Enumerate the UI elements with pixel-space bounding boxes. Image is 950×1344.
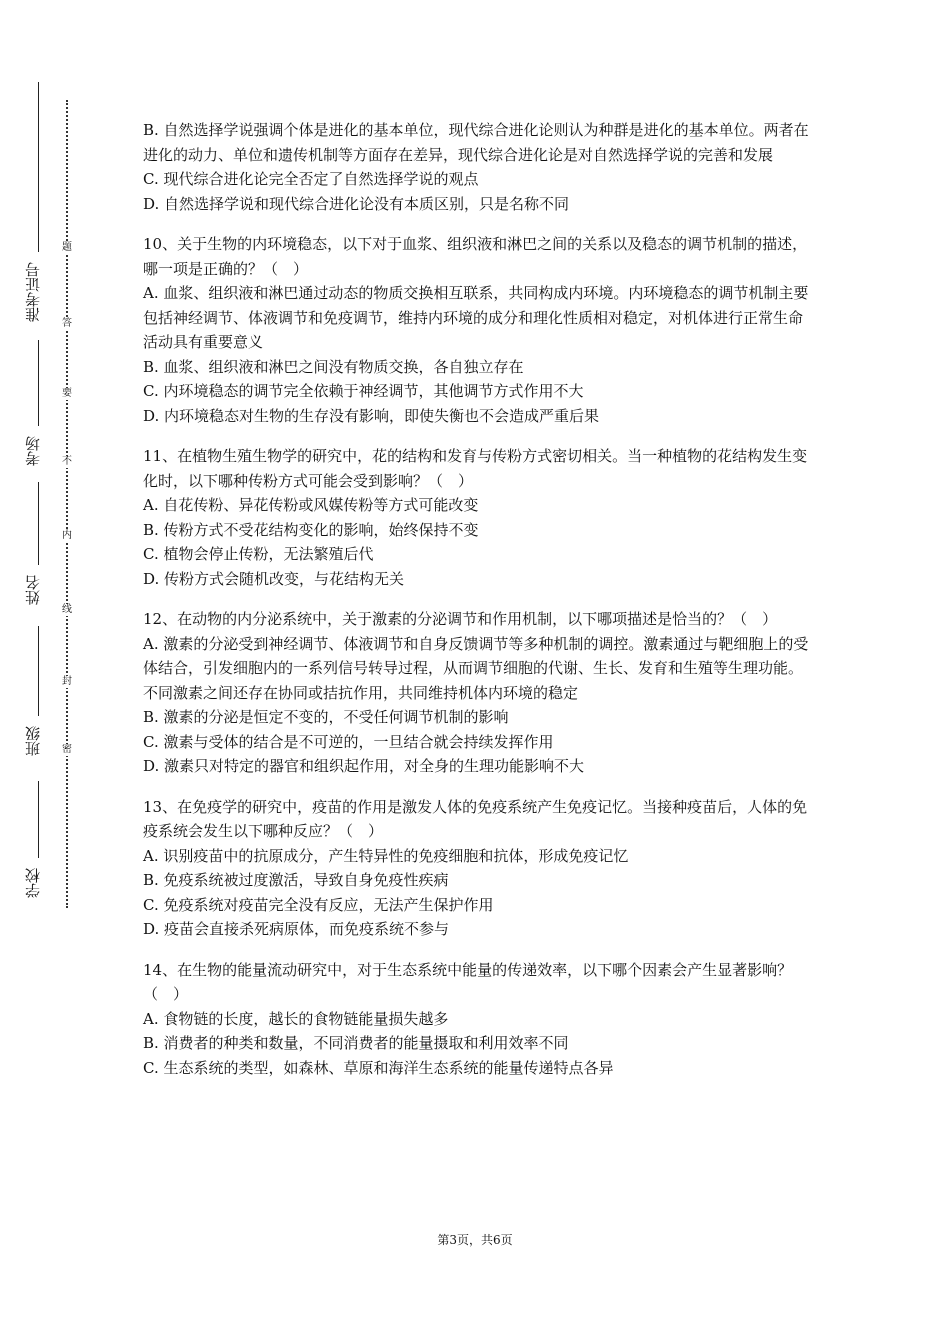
- field-name-line[interactable]: [38, 482, 39, 565]
- seal-char: 要: [62, 388, 72, 399]
- field-exam-room-label: 考场: [24, 436, 42, 466]
- question-11: [143, 444, 811, 591]
- option-c: C. 免疫系统对疫苗完全没有反应，无法产生保护作用: [143, 895, 494, 914]
- field-admission-no-label: 准考证号: [24, 262, 42, 322]
- option-b: B. 自然选择学说强调个体是进化的基本单位，现代综合进化论则认为种群是进化的基本单位。两者在进化的动力、单位和遗传机制等方面存在差异，现代综合进化论是对自然选择学说的完善和发展: [143, 121, 809, 164]
- question-13: [143, 795, 811, 942]
- question-stem: 13、在免疫学的研究中，疫苗的作用是激发人体的免疫系统产生免疫记忆。当接种疫苗后，人体的免疫系统会发生以下哪种反应？（ ）: [143, 797, 808, 840]
- question-9-continued: [143, 118, 811, 216]
- option-d: D. 疫苗会直接杀死病原体，而免疫系统不参与: [143, 920, 450, 938]
- option-a: A. 激素的分泌受到神经调节、体液调节和自身反馈调节等多种机制的调控。激素通过与靶细胞上的受体结合，引发细胞内的一系列信号转导过程，从而调节细胞的代谢、生长、发育和生殖等生理功能。不同激素之间还存在协同或拮抗作用，共同维持机体内环境的稳定: [143, 634, 809, 702]
- option-b: B. 消费者的种类和数量，不同消费者的能量摄取和利用效率不同: [143, 1034, 569, 1052]
- option-d: D. 激素只对特定的器官和组织起作用，对全身的生理功能影响不大: [143, 757, 585, 775]
- seal-char: 内: [62, 530, 72, 541]
- option-c: C. 现代综合进化论完全否定了自然选择学说的观点: [143, 170, 479, 188]
- seal-char: 密: [62, 744, 72, 755]
- option-c: C. 激素与受体的结合是不可逆的，一旦结合就会持续发挥作用: [143, 732, 554, 751]
- field-exam-room-line[interactable]: [38, 340, 39, 426]
- option-c: C. 生态系统的类型，如森林、草原和海洋生态系统的能量传递特点各异: [143, 1058, 614, 1077]
- seal-char: 答: [62, 318, 72, 329]
- option-b: B. 传粉方式不受花结构变化的影响，始终保持不变: [143, 520, 479, 539]
- question-stem: 10、关于生物的内环境稳态，以下对于血浆、组织液和淋巴之间的关系以及稳态的调节机制的描述，哪一项是正确的？（ ）: [143, 235, 808, 278]
- field-school-line[interactable]: [38, 781, 39, 858]
- option-d: D. 自然选择学说和现代综合进化论没有本质区别，只是名称不同: [143, 194, 570, 213]
- option-b: B. 激素的分泌是恒定不变的，不受任何调节机制的影响: [143, 708, 509, 726]
- field-school-label: 学校: [24, 868, 42, 898]
- seal-char: 线: [62, 604, 72, 615]
- page-footer: 第3页，共6页: [437, 1233, 513, 1247]
- option-d: D. 传粉方式会随机改变，与花结构无关: [143, 569, 405, 588]
- field-class-label: 班级: [24, 726, 42, 756]
- seal-char: 不: [62, 456, 72, 467]
- option-b: B. 血浆、组织液和淋巴之间没有物质交换，各自独立存在: [143, 357, 524, 376]
- option-d: D. 内环境稳态对生物的生存没有影响，即使失衡也不会造成严重后果: [143, 406, 600, 425]
- option-c: C. 植物会停止传粉，无法繁殖后代: [143, 545, 374, 563]
- question-stem: 12、在动物的内分泌系统中，关于激素的分泌调节和作用机制，以下哪项描述是恰当的？（ ）: [143, 610, 778, 628]
- field-admission-no-line[interactable]: [38, 82, 39, 252]
- seal-char: 封: [62, 676, 72, 687]
- field-class-line[interactable]: [38, 626, 39, 716]
- question-14: [143, 958, 811, 1081]
- question-10: [143, 232, 811, 428]
- option-b: B. 免疫系统被过度激活，导致自身免疫性疾病: [143, 871, 449, 889]
- exam-content: [143, 118, 811, 1080]
- option-a: A. 自花传粉、异花传粉或风媒传粉等方式可能改变: [143, 496, 479, 514]
- seal-char: 题: [62, 242, 72, 253]
- option-a: A. 食物链的长度，越长的食物链能量损失越多: [143, 1009, 449, 1028]
- question-stem: 14、在生物的能量流动研究中，对于生态系统中能量的传递效率，以下哪个因素会产生显著影响？（ ）: [143, 960, 793, 1003]
- question-12: [143, 607, 811, 779]
- field-name-label: 姓名: [24, 575, 42, 605]
- seal-dotted-line: [66, 100, 68, 908]
- option-c: C. 内环境稳态的调节完全依赖于神经调节，其他调节方式作用不大: [143, 382, 584, 400]
- option-a: A. 识别疫苗中的抗原成分，产生特异性的免疫细胞和抗体，形成免疫记忆: [143, 846, 629, 865]
- question-stem: 11、在植物生殖生物学的研究中，花的结构和发育与传粉方式密切相关。当一种植物的花结构发生变化时，以下哪种传粉方式可能会受到影响？（ ）: [143, 447, 808, 490]
- option-a: A. 血浆、组织液和淋巴通过动态的物质交换相互联系，共同构成内环境。内环境稳态的调节机制主要包括神经调节、体液调节和免疫调节，维持内环境的成分和理化性质相对稳定，对机体进行正常生命活动具有重要意义: [143, 284, 809, 351]
